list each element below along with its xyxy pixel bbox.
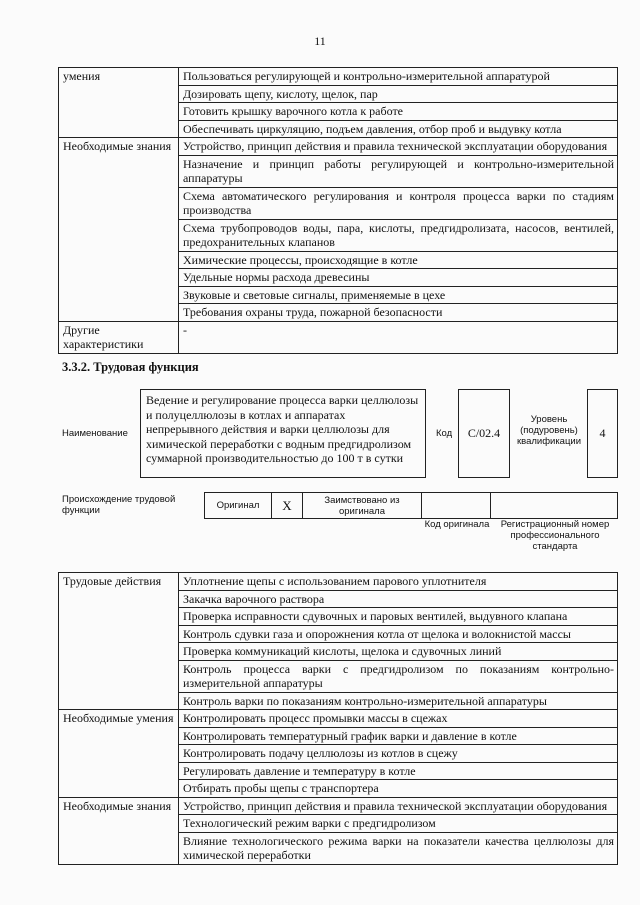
function-code-box: C/02.4 (458, 389, 510, 478)
requirement-item: Готовить крышку варочного котла к работе (179, 103, 618, 121)
requirement-item: Схема автоматического регулирования и контроля процесса варки по стадиям производства (179, 187, 618, 219)
code-original-label: Код оригинала (424, 519, 490, 530)
level-label: Уровень (подуровень) квалификации (516, 414, 582, 447)
requirement-item: - (179, 321, 618, 353)
requirement-item: Уплотнение щепы с использованием парового уплотнителя (179, 573, 618, 591)
table-row (59, 68, 618, 86)
table-row (59, 573, 618, 591)
row-group-label: Трудовые действия (59, 573, 179, 710)
requirement-item: Обеспечивать циркуляцию, подъем давления, отбор проб и выдувку котла (179, 120, 618, 138)
requirement-item: Звуковые и световые сигналы, применяемые в цехе (179, 286, 618, 304)
requirement-item: Назначение и принцип работы регулирующей и контрольно-измерительной аппаратуры (179, 155, 618, 187)
reg-number-label: Регистрационный номер профессионального стандарта (500, 519, 610, 552)
requirement-item: Контролировать подачу целлюлозы из котлов в сцежу (179, 745, 618, 763)
origin-label: Происхождение трудовой функции (62, 494, 176, 516)
name-label: Наименование (62, 428, 128, 439)
function-name-box: Ведение и регулирование процесса варки целлюлозы и полуцеллюлозы в котлах и аппаратах непрерывного действия и варки целлюлозы для химической переработки с водным предгидролизом суммарной производительностью до 100 т в сутки (140, 389, 426, 478)
requirement-item: Контролировать температурный график варки и давление в котле (179, 727, 618, 745)
requirement-item: Требования охраны труда, пожарной безопасности (179, 304, 618, 322)
requirement-item: Контроль варки по показаниям контрольно-измерительной аппаратуры (179, 692, 618, 710)
code-label: Код (436, 428, 453, 439)
requirement-item: Технологический режим варки с предгидролизом (179, 815, 618, 833)
requirement-item: Схема трубопроводов воды, пара, кислоты, предгидролизата, насосов, вентилей, предохранительных клапанов (179, 219, 618, 251)
reg-number-cell (490, 492, 618, 519)
table-row (59, 797, 618, 815)
requirement-item: Удельные нормы расхода древесины (179, 269, 618, 287)
row-group-label: Необходимые умения (59, 710, 179, 798)
original-label: Оригинал (204, 492, 272, 519)
code-original-cell (421, 492, 491, 519)
table-row (59, 710, 618, 728)
bottom-requirements-table (58, 572, 618, 865)
requirement-item: Контроль сдувки газа и опорожнения котла от щелока и волокнистой массы (179, 625, 618, 643)
requirement-item: Дозировать щепу, кислоту, щелок, пар (179, 85, 618, 103)
requirement-item: Проверка коммуникаций кислоты, щелока и сдувочных линий (179, 643, 618, 661)
requirement-item: Контролировать процесс промывки массы в сцежах (179, 710, 618, 728)
requirement-item: Закачка варочного раствора (179, 590, 618, 608)
row-group-label: Другие характеристики (59, 321, 179, 353)
row-group-label: Необходимые знания (59, 138, 179, 322)
requirement-item: Устройство, принцип действия и правила технической эксплуатации оборудования (179, 138, 618, 156)
qualification-level-box: 4 (587, 389, 618, 478)
section-title: 3.3.2. Трудовая функция (62, 360, 199, 374)
table-row (59, 138, 618, 156)
top-requirements-table (58, 67, 618, 354)
table-row (59, 321, 618, 353)
row-group-label: умения (59, 68, 179, 138)
requirement-item: Влияние технологического режима варки на показатели качества целлюлозы для химической переработки (179, 832, 618, 864)
requirement-item: Пользоваться регулирующей и контрольно-измерительной аппаратурой (179, 68, 618, 86)
row-group-label: Необходимые знания (59, 797, 179, 864)
borrowed-label: Заимствовано из оригинала (302, 492, 422, 519)
requirement-item: Устройство, принцип действия и правила технической эксплуатации оборудования (179, 797, 618, 815)
page-number: 11 (314, 34, 326, 48)
original-mark: X (271, 492, 303, 519)
requirement-item: Отбирать пробы щепы с транспортера (179, 780, 618, 798)
requirement-item: Химические процессы, происходящие в котле (179, 251, 618, 269)
requirement-item: Контроль процесса варки с предгидролизом по показаниям контрольно-измерительной аппаратуры (179, 660, 618, 692)
requirement-item: Регулировать давление и температуру в котле (179, 762, 618, 780)
requirement-item: Проверка исправности сдувочных и паровых вентилей, выдувного клапана (179, 608, 618, 626)
